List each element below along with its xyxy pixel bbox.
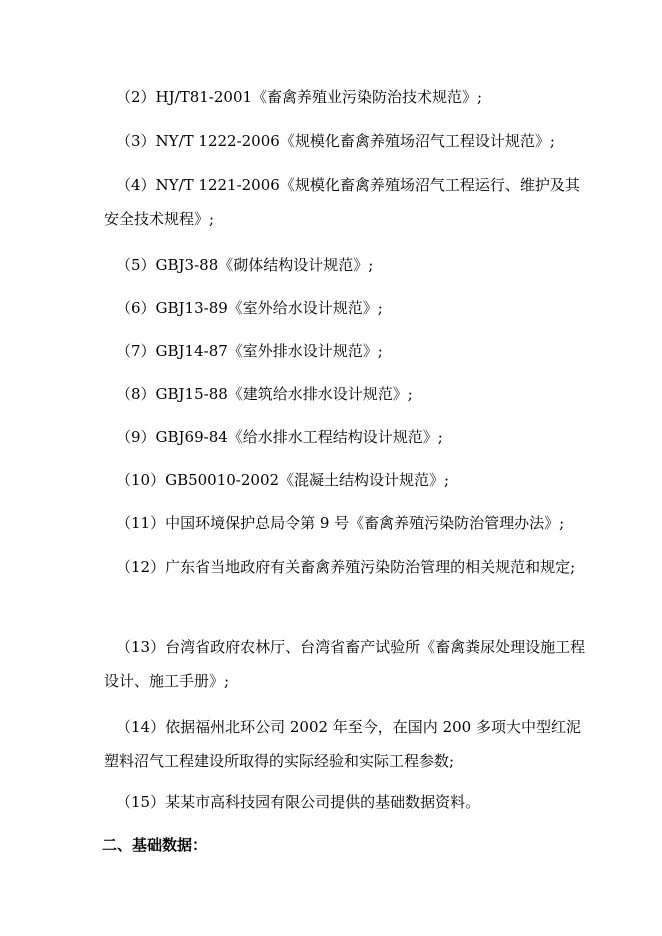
reference-item-14: （14）依据福州北环公司 2002 年至今，在国内 200 多项大中型红泥塑料沼气工程建设所取得的实际经验和实际工程参数; <box>104 718 581 770</box>
reference-item-13: （13）台湾省政府农林厅、台湾省畜产试验所《畜禽粪尿处理设施工程设计、施工手册》; <box>104 638 586 690</box>
reference-item-10: （10）GB50010-2002《混凝土结构设计规范》; <box>116 471 450 489</box>
reference-item-12: （12）广东省当地政府有关畜禽养殖污染防治管理的相关规范和规定; <box>116 558 576 576</box>
reference-item-11: （11）中国环境保护总局令第 9 号《畜禽养殖污染防治管理办法》; <box>116 514 565 532</box>
reference-item-3: （3）NY/T 1222-2006《规模化畜禽养殖场沼气工程设计规范》; <box>116 132 555 150</box>
reference-item-2: （2）HJ/T81-2001《畜禽养殖业污染防治技术规范》; <box>116 88 483 106</box>
reference-item-4: （4）NY/T 1221-2006《规模化畜禽养殖场沼气工程运行、维护及其安全技术规程》; <box>104 176 580 228</box>
reference-item-6: （6）GBJ13-89《室外给水设计规范》; <box>116 299 383 317</box>
reference-item-9: （9）GBJ69-84《给水排水工程结构设计规范》; <box>116 428 443 446</box>
reference-item-5: （5）GBJ3-88《砌体结构设计规范》; <box>116 256 374 274</box>
reference-item-15: （15）某某市高科技园有限公司提供的基础数据资料。 <box>116 793 481 811</box>
reference-item-7: （7）GBJ14-87《室外排水设计规范》; <box>116 342 383 360</box>
section-heading-basic-data: 二、基础数据： <box>102 836 208 854</box>
reference-item-8: （8）GBJ15-88《建筑给水排水设计规范》; <box>116 385 413 403</box>
